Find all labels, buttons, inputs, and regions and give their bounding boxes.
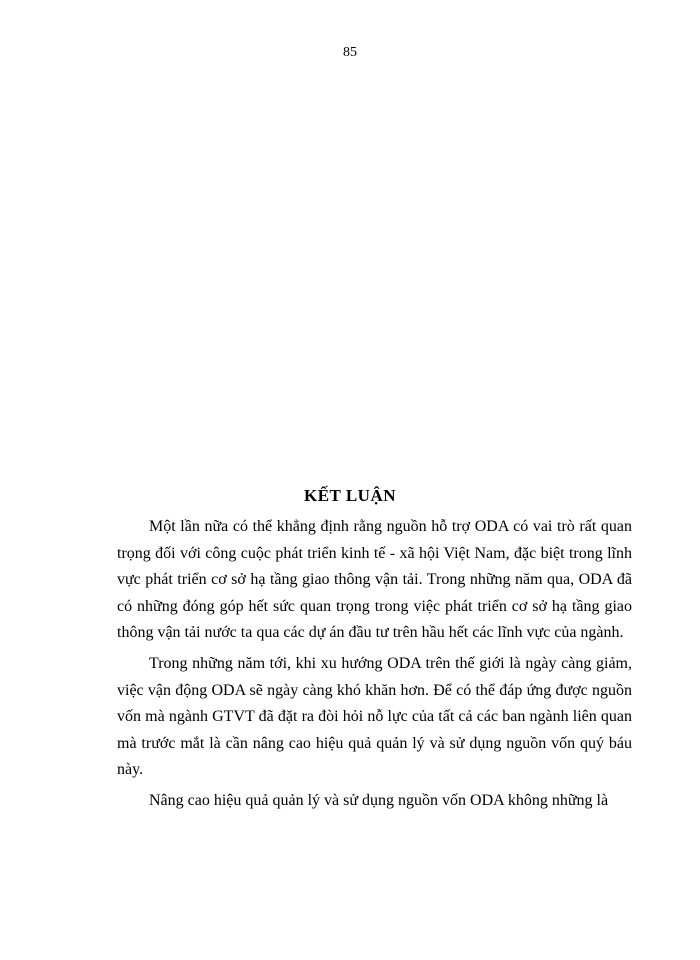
paragraph-2: Trong những năm tới, khi xu hướng ODA trên thế giới là ngày càng giảm, việc vận động ODA sẽ ngày càng khó khăn hơn. Để có thể đáp ứng được nguồn vốn mà ngành GTVT đã đặt ra đòi hỏi nỗ lực của tất cả các ban ngành liên quan mà trước mắt là cần nâng cao hiệu quả quản lý và sử dụng nguồn vốn quý báu này. (117, 654, 632, 779)
page-number: 85 (343, 45, 357, 60)
paragraph-3: Nâng cao hiệu quả quản lý và sử dụng nguồn vốn ODA không những là (149, 791, 609, 809)
body-text (117, 514, 632, 819)
section-heading: KẾT LUẬN (303, 486, 396, 505)
paragraph-1: Một lần nữa có thể khẳng định rằng nguồn hỗ trợ ODA có vai trò rất quan trọng đối với công cuộc phát triển kinh tế - xã hội Việt Nam, đặc biệt trong lĩnh vực phát triển cơ sở hạ tầng giao thông vận tải. Trong những năm qua, ODA đã có những đóng góp hết sức quan trọng trong việc phát triển cơ sở hạ tầng giao thông vận tải nước ta qua các dự án đầu tư trên hầu hết các lĩnh vực của ngành. (117, 518, 632, 642)
